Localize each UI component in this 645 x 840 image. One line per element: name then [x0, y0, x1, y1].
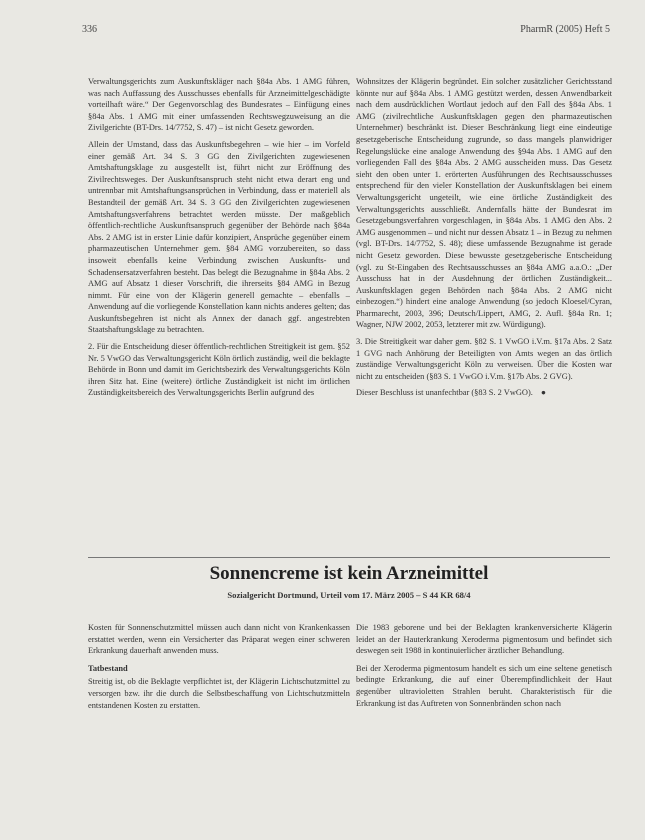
section-divider: [88, 557, 610, 558]
paragraph: Streitig ist, ob die Beklagte verpflichtet ist, der Klägerin Lichtschutzmittel zu versorgen bzw. ihr die durch die Selbstbeschaffung von Lichtschutzmitteln entstandenen Kosten zu erstatten.: [88, 677, 350, 710]
paragraph: Wohnsitzes der Klägerin begründet. Ein solcher zusätzlicher Gerichtsstand könnte nur auf §84a Abs. 1 AMG gestützt werden, dessen Anwendbarkeit nach dem ausdrücklichen Wortlaut jedoch auf den Fall des §84a Abs. 1 AMG (zivilrechtliche Auskunftsklagen gegen den pharmazeutischen Unternehmer) beschränkt ist. Dieser Beschränkung liegt eine eindeutige gesetzgeberische Entscheidung zugrunde, so dass mangels planwidriger Regelungslücke eine analoge Anwendung des §94a Abs. 1 AMG auf den vorliegenden Fall des §84a Abs. 2 AMG ausscheiden muss. Das Gesetz sieht den oben unter 1. erörterten Ausführungen des Rechtsausschusses entsprechend für den vieler Konstellation der Auskunftsklagen bei einem Verwaltungsgericht ungeteilt, wie eine örtliche Zuständigkeit des Verwaltungsgerichts ausschließt. Andernfalls hätte der Bundesrat im Gesetzgebungsverfahren vorgeschlagen, in §84a Abs. 1 AMG den Abs. 2 AMG ausgenommen – und nicht nur dessen Absatz 1 – in Bezug zu nehmen (vgl. BT-Drs. 14/7752, S. 48); diese umfassende Bezugnahme ist gerade nicht Gesetz geworden. Diese bewusste gesetzgeberische Entscheidung (vgl. zu St-Eingaben des Rechtsausschusses an §84a AMG a.a.O.: „Der Ausschuss hat in der Ausdehnung der örtlichen Zuständigkeit... Auskunftsklagen gegen Behörden nach §84a Abs. 2 AMG nicht einbezogen.“) hindert eine analoge Anwendung (so jedoch Kloesel/Cyran, Pharmarecht, 2003, 396; Deutsch/Lippert, AMG, 2. Aufl. §84a Rn. 1; Wagner, NJW 2002, 2053, letzterer mit zw. Würdigung).: [356, 77, 612, 330]
right-column: [356, 76, 612, 404]
paragraph: Allein der Umstand, dass das Auskunftsbegehren – wie hier – im Vorfeld einer gemäß Art. 34 S. 3 GG den Zivilgerichten zugewiesenen Amtshaftungsklage zu ausgestellt ist, führt nicht zur Eröffnung des Zivilrechtsweges. Der Auskunftsanspruch steht nicht etwa derart eng und untrennbar mit Amtshaftungsansprüchen in Verbindung, dass er materiell als Bestandteil der gemäß Art. 34 S. 3 GG den Zivilgerichten zugewiesenen Amtshaftungsverfahrens betrachtet werden müsste. Der maßgeblich öffentlich-rechtliche Auskunftsanspruch gegenüber der Behörde nach §84a Abs. 2 AMG ist in erster Linie dafür konzipiert, Ansprüche gegenüber einem pharmazeutischen Unternehmer gem. §84 AMG vorzubereiten, so dass insoweit ebenfalls keine Verbindung zwischen Auskunfts- und Schadensersatzverfahren besteht. Das belegt die Bezugnahme in §84a Abs. 2 AMG auf Absatz 1 dieser Vorschrift, die ihrerseits §84 AMG in Bezug nimmt. Für eine von der Klägerin generell gemachte – ebenfalls – Anwendung auf die vorliegende Konstellation kann nichts anderes gelten; das Auskunftsbegehren ist nicht als Annex der danach ggf. angestrebten Staatshaftungsklage zu betrachten.: [88, 139, 350, 335]
end-note-text: Dieser Beschluss ist unanfechtbar (§83 S. 2 VwGO).: [356, 388, 533, 398]
article-title: Sonnencreme ist kein Arzneimittel: [209, 563, 489, 584]
paragraph: 2. Für die Entscheidung dieser öffentlich-rechtlichen Streitigkeit ist gem. §52 Nr. 5 VwGO das Verwaltungsgericht Köln örtlich zuständig, weil die beklagte Behörde in Bonn und damit im Gerichtsbezirk des Verwaltungsgerichts Köln ihren Sitz hat. Eine (weitere) örtliche Zuständigkeit ist nicht im örtlichen Zuständigkeitsbereich des Verwaltungsgerichts Berlin aufgrund des: [88, 342, 350, 398]
paragraph: Kosten für Sonnenschutzmittel müssen auch dann nicht von Krankenkassen erstattet werden, wenn ein Versicherter das Präparat wegen einer schweren Erkrankung dauerhaft anwenden muss.: [88, 623, 350, 656]
page-number: 336: [82, 24, 97, 35]
paragraph: Verwaltungsgerichts zum Auskunftskläger nach §84a Abs. 1 AMG führen, was nach Auffassung des Ausschusses ebenfalls für Arzneimittelgeschädigte vorteilhaft wäre.“ Der Gegenvorschlag des Bundesrates – Einfügung eines §84a Abs. 1 AMG mit einer umfassenden Rechtswegzuweisung an die Zivilgerichte (BT-Drs. 14/7752, S. 47) – ist nicht Gesetz geworden.: [88, 77, 350, 133]
end-mark-icon: ●: [540, 388, 546, 398]
article-subtitle: Sozialgericht Dortmund, Urteil vom 17. März 2005 – S 44 KR 68/4: [227, 590, 471, 600]
section-heading: Tatbestand: [88, 663, 128, 673]
article-left-column: [88, 622, 350, 717]
paragraph: Bei der Xeroderma pigmentosum handelt es sich um eine seltene genetisch bedingte Erkrankung, die auf einer Überempfindlichkeit der Haut gegenüber ultravioletten Strahlen beruht. Charakteristisch für die Erkrankung ist das Auftreten von Sonnenbränden schon nach: [356, 663, 612, 708]
left-column: [88, 76, 350, 404]
end-note: [356, 387, 612, 399]
article-right-column: [356, 622, 612, 715]
page-header: [82, 24, 610, 40]
paragraph: 3. Die Streitigkeit war daher gem. §82 S. 1 VwGO i.V.m. §17a Abs. 2 Satz 1 GVG nach Anhörung der Beteiligten von Amts wegen an das örtlich zuständige Verwaltungsgericht Köln zu verweisen. Über die Kosten war nicht zu entscheiden (§83 S. 1 VwGO i.V.m. §17b Abs. 2 GVG).: [356, 337, 612, 381]
journal-reference: PharmR (2005) Heft 5: [520, 24, 610, 35]
paragraph: Die 1983 geborene und bei der Beklagten krankenversicherte Klägerin leidet an der Hauterkrankung Xeroderma pigmentosum und befindet sich deswegen seit 1988 in kontinuierlicher ärztlicher Behandlung.: [356, 623, 612, 656]
